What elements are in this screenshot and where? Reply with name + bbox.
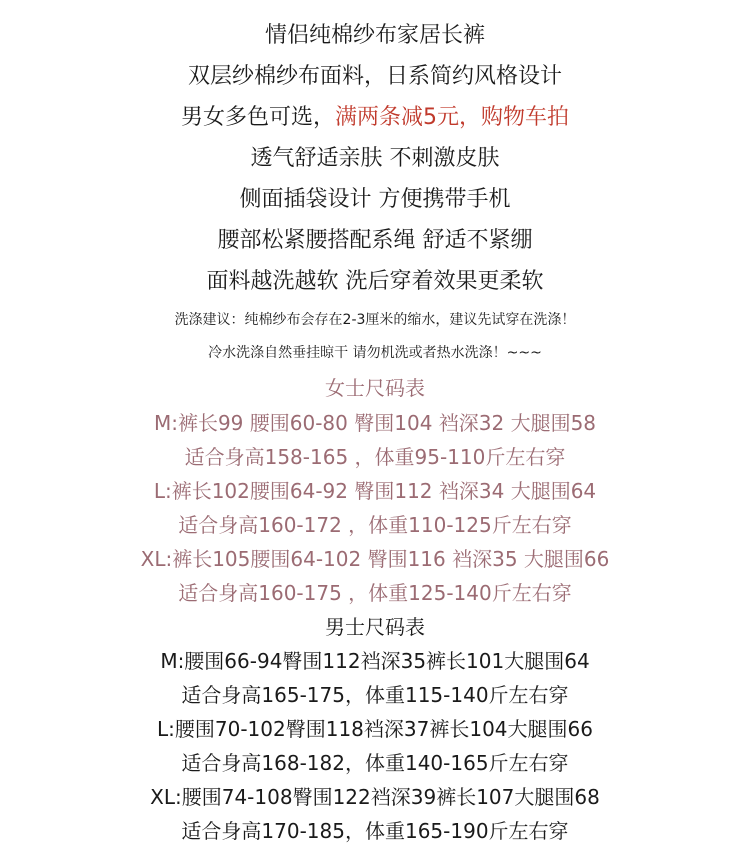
men-size-row-xl: XL:腰围74-108臀围122裆深39裤长107大腿围68 xyxy=(150,785,600,809)
men-fit-row-xl: 适合身高170-185，体重165-190斤左右穿 xyxy=(181,819,569,843)
feature-breathable: 透气舒适亲肤 不刺激皮肤 xyxy=(250,146,500,171)
wash-note-drying: 冷水洗涤自然垂挂晾干 请勿机洗或者热水洗涤！~~~ xyxy=(208,345,542,361)
men-size-row-l: L:腰围70-102臀围118裆深37裤长104大腿围66 xyxy=(157,717,593,741)
women-fit-row-xl: 适合身高160-175 ，体重125-140斤左右穿 xyxy=(178,581,572,605)
feature-side-pockets: 侧面插袋设计 方便携带手机 xyxy=(239,187,511,212)
women-fit-row-l: 适合身高160-172 ，体重110-125斤左右穿 xyxy=(178,513,572,537)
men-fit-row-l: 适合身高168-182，体重140-165斤左右穿 xyxy=(181,751,569,775)
feature-softness: 面料越洗越软 洗后穿着效果更柔软 xyxy=(206,269,544,294)
promo-text: 满两条减5元，购物车拍 xyxy=(335,105,569,130)
feature-colors xyxy=(0,107,750,129)
women-size-row-l: L:裤长102腰围64-92 臀围112 裆深34 大腿围64 xyxy=(153,479,597,503)
men-fit-row-m: 适合身高165-175，体重115-140斤左右穿 xyxy=(181,683,569,707)
wash-note-shrinkage: 洗涤建议：纯棉纱布会存在2-3厘米的缩水，建议先试穿在洗涤！ xyxy=(174,312,576,328)
women-size-title: 女士尺码表 xyxy=(325,376,425,400)
feature-colors-label: 男女多色可选， xyxy=(180,105,335,130)
feature-waistband: 腰部松紧腰搭配系绳 舒适不紧绷 xyxy=(217,228,533,253)
women-size-row-m: M:裤长99 腰围60-80 臀围104 裆深32 大腿围58 xyxy=(153,411,597,435)
feature-fabric: 双层纱棉纱布面料，日系简约风格设计 xyxy=(187,64,562,89)
women-fit-row-m: 适合身高158-165 ，体重95-110斤左右穿 xyxy=(184,445,566,469)
women-size-row-xl: XL:裤长105腰围64-102 臀围116 裆深35 大腿围66 xyxy=(140,547,610,571)
men-size-title: 男士尺码表 xyxy=(325,615,425,639)
men-size-row-m: M:腰围66-94臀围112裆深35裤长101大腿围64 xyxy=(160,649,590,673)
feature-title: 情侣纯棉纱布家居长裤 xyxy=(264,23,485,48)
